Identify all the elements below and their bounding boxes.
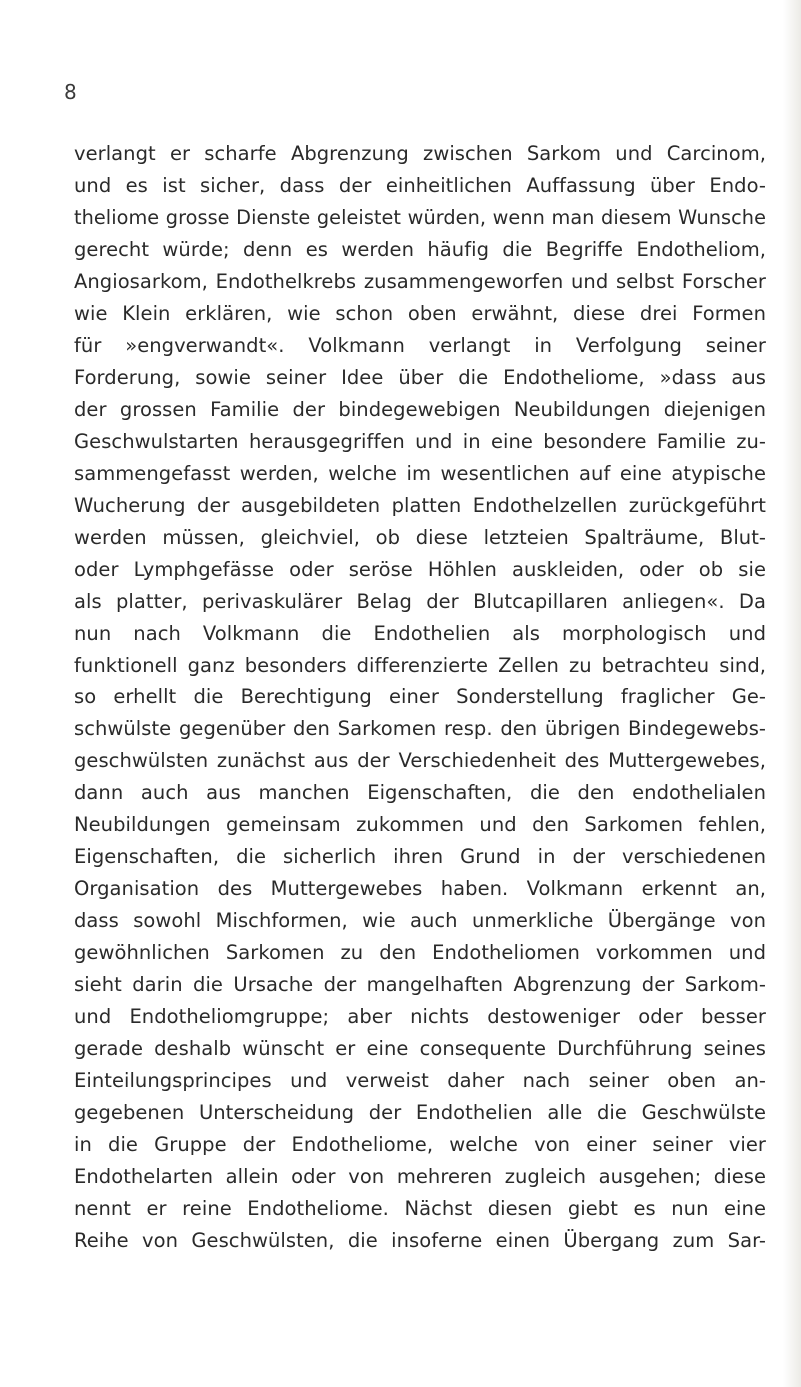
text-line: nun nach Volkmann die Endothelien als morphologisch und: [74, 621, 766, 645]
text-line: gewöhnlichen Sarkomen zu den Endotheliomen vorkommen und: [74, 941, 766, 965]
text-line: oder Lymphgefässe oder seröse Höhlen auskleiden, oder ob sie: [74, 557, 766, 581]
text-line: Forderung, sowie seiner Idee über die Endotheliome, »dass aus: [74, 365, 766, 389]
page-edge-shadow: [783, 0, 801, 1387]
text-line: und es ist sicher, dass der einheitlichen Auffassung über Endo-: [74, 173, 766, 197]
text-line: Angiosarkom, Endothelkrebs zusammengeworfen und selbst Forscher: [74, 269, 766, 293]
text-line: theliome grosse Dienste geleistet würden, wenn man diesem Wunsche: [74, 205, 766, 229]
text-line: nennt er reine Endotheliome. Nächst diesen giebt es nun eine: [74, 1196, 766, 1220]
text-line: werden müssen, gleichviel, ob diese letzteien Spalträume, Blut-: [74, 525, 766, 549]
text-line: sieht darin die Ursache der mangelhaften Abgrenzung der Sarkom-: [74, 973, 766, 997]
body-text: [74, 138, 766, 1257]
text-line: dann auch aus manchen Eigenschaften, die den endothelialen: [74, 781, 766, 805]
text-line: Neubildungen gemeinsam zukommen und den Sarkomen fehlen,: [74, 813, 766, 837]
text-line: Eigenschaften, die sicherlich ihren Grund in der verschiedenen: [74, 845, 766, 869]
text-line: und Endotheliomgruppe; aber nichts destoweniger oder besser: [74, 1005, 766, 1029]
text-line: in die Gruppe der Endotheliome, welche von einer seiner vier: [74, 1133, 766, 1157]
text-line: so erhellt die Berechtigung einer Sonderstellung fraglicher Ge-: [74, 685, 766, 709]
text-line: für »engverwandt«. Volkmann verlangt in Verfolgung seiner: [74, 333, 766, 357]
text-line: dass sowohl Mischformen, wie auch unmerkliche Übergänge von: [74, 909, 766, 933]
text-line: sammengefasst werden, welche im wesentlichen auf eine atypische: [74, 461, 766, 485]
text-line: als platter, perivaskulärer Belag der Blutcapillaren anliegen«. Da: [74, 589, 766, 613]
text-line: Einteilungsprincipes und verweist daher nach seiner oben an-: [74, 1069, 766, 1093]
text-line: Organisation des Muttergewebes haben. Volkmann erkennt an,: [74, 877, 766, 901]
text-line: gerade deshalb wünscht er eine consequente Durchführung seines: [74, 1037, 766, 1061]
text-line: gegebenen Unterscheidung der Endothelien alle die Geschwülste: [74, 1101, 766, 1125]
text-line: funktionell ganz besonders differenzierte Zellen zu betrachteu sind,: [74, 653, 766, 677]
text-line: Wucherung der ausgebildeten platten Endothelzellen zurückgeführt: [74, 493, 766, 517]
text-line: Reihe von Geschwülsten, die insoferne einen Übergang zum Sar-: [74, 1228, 766, 1252]
text-line: geschwülsten zunächst aus der Verschiedenheit des Muttergewebes,: [74, 749, 766, 773]
text-line: verlangt er scharfe Abgrenzung zwischen Sarkom und Carcinom,: [74, 142, 766, 165]
text-line: Geschwulstarten herausgegriffen und in eine besondere Familie zu-: [74, 429, 766, 453]
text-line: wie Klein erklären, wie schon oben erwähnt, diese drei Formen: [74, 301, 766, 325]
page-number: 8: [64, 80, 77, 104]
text-line: der grossen Familie der bindegewebigen Neubildungen diejenigen: [74, 397, 766, 421]
text-line: schwülste gegenüber den Sarkomen resp. den übrigen Bindegewebs-: [74, 717, 766, 741]
text-line: gerecht würde; denn es werden häufig die Begriffe Endotheliom,: [74, 237, 766, 261]
text-line: Endothelarten allein oder von mehreren zugleich ausgehen; diese: [74, 1165, 766, 1188]
